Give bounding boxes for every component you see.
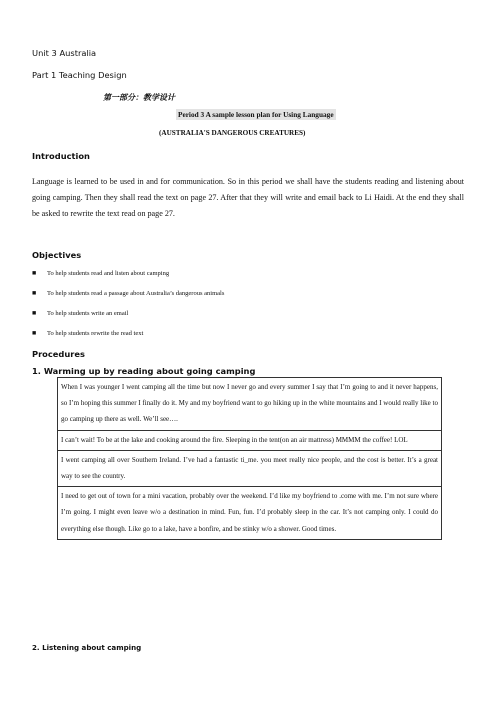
objective-item xyxy=(32,288,452,308)
part-title: Part 1 Teaching Design xyxy=(32,70,127,80)
camping-posts-table xyxy=(57,377,442,540)
square-bullet-icon: ■ xyxy=(32,329,37,337)
introduction-heading: Introduction xyxy=(32,151,90,161)
objective-text: To help students write an email xyxy=(47,310,129,317)
chinese-section-title: 第一部分：教学设计 xyxy=(103,93,175,102)
objective-item xyxy=(32,308,452,328)
table-row xyxy=(58,430,442,450)
objective-text: To help students read a passage about Australia’s dangerous animals xyxy=(47,290,225,297)
table-row xyxy=(58,487,442,540)
lesson-subject-title: (AUSTRALIA'S DANGEROUS CREATURES) xyxy=(159,129,306,137)
objective-item xyxy=(32,328,452,348)
square-bullet-icon: ■ xyxy=(32,309,37,317)
square-bullet-icon: ■ xyxy=(32,289,37,297)
procedures-heading: Procedures xyxy=(32,349,85,359)
procedure-step-1-heading: 1. Warming up by reading about going camping xyxy=(32,366,256,376)
camping-post-cell: I need to get out of town for a mini vacation, probably over the weekend. I’d like my boyfriend to .come with me. I’m not sure where I’m going. I might even leave w/o a destination in mind. Fun, fun. I’d probably sleep in the car. It’s not camping only. I could do everything else though. Like go to a lake, have a bonfire, and be stinky w/o a shower. Good times. xyxy=(58,487,442,540)
procedure-step-2-heading: 2. Listening about camping xyxy=(32,643,142,652)
table-row xyxy=(58,450,442,486)
objective-item xyxy=(32,268,452,288)
camping-post-cell: I went camping all over Southern Ireland. I’ve had a fantastic ti_me. you meet really nice people, and the cost is better. It’s a great way to see the country. xyxy=(58,450,442,486)
objective-text: To help students read and listen about camping xyxy=(47,270,170,277)
objective-text: To help students rewrite the read text xyxy=(47,330,144,337)
introduction-paragraph: Language is learned to be used in and for communication. So in this period we shall have the students reading and listening about going camping. Then they shall read the text on page 27. After that they will write and email back to Li Haidi. At the end they shall be asked to rewrite the text read on page 27. xyxy=(32,177,464,218)
objectives-heading: Objectives xyxy=(32,250,82,260)
unit-title: Unit 3 Australia xyxy=(32,48,97,58)
table-row xyxy=(58,378,442,431)
camping-post-cell: When I was younger I went camping all the time but now I never go and every summer I say that I’m going to and it never happens, so I’m hoping this summer I finally do it. My and my boyfriend want to go hiking up in the white mountains and I would really like to go camping up there as well. We’ll see…. xyxy=(58,378,442,431)
square-bullet-icon: ■ xyxy=(32,269,37,277)
objectives-list xyxy=(32,268,452,348)
camping-post-cell: I can’t wait! To be at the lake and cooking around the fire. Sleeping in the tent(on an air mattress) MMMM the coffee! LOL xyxy=(58,430,442,450)
period-title: Period 3 A sample lesson plan for Using Language xyxy=(178,110,334,119)
